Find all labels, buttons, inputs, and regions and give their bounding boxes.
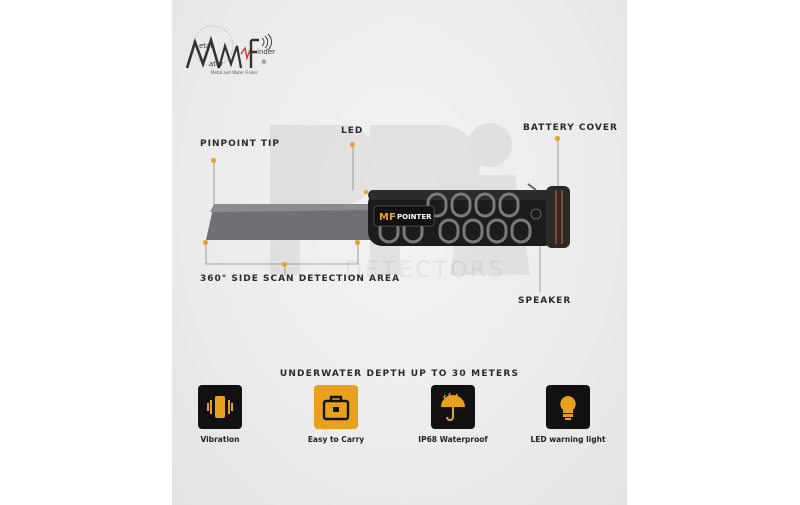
feature-label: Easy to Carry [307, 435, 365, 444]
label-battery-cover: BATTERY COVER [523, 123, 618, 133]
feature-easy-to-carry [276, 385, 396, 444]
label-side-scan: 360° SIDE SCAN DETECTION AREA [200, 274, 401, 284]
feature-led-warning [508, 385, 628, 444]
bulb-icon [546, 385, 590, 429]
logo-registered: ® [261, 59, 267, 66]
callout-dot-tip [211, 158, 216, 163]
callout-dot-led [350, 142, 355, 147]
logo-text-mid: inder [257, 48, 276, 56]
feature-label: IP68 Waterproof [418, 435, 488, 444]
callout-dot-scan [282, 262, 287, 267]
feature-waterproof [393, 385, 513, 444]
vibration-icon [198, 385, 242, 429]
feature-label: LED warning light [530, 435, 606, 444]
pinpointer-device [200, 176, 582, 248]
feature-vibration [160, 385, 280, 444]
label-pinpoint-tip: PINPOINT TIP [200, 139, 280, 149]
feature-label: Vibration [200, 435, 240, 444]
briefcase-icon [314, 385, 358, 429]
features-heading: UNDERWATER DEPTH UP TO 30 METERS [279, 369, 520, 379]
device-brand: MF [379, 212, 396, 223]
umbrella-rain-icon [431, 385, 475, 429]
logo-text-top: etal [199, 42, 213, 50]
label-speaker: SPEAKER [518, 296, 572, 306]
watermark-text: DETECTORS [345, 258, 506, 283]
device-model: POINTER [397, 213, 432, 221]
logo-tagline: Metal and Water Finder [211, 70, 258, 75]
label-led: LED [341, 126, 364, 136]
logo-text-bottom: ater [209, 60, 224, 68]
callout-dot-battery [555, 136, 560, 141]
